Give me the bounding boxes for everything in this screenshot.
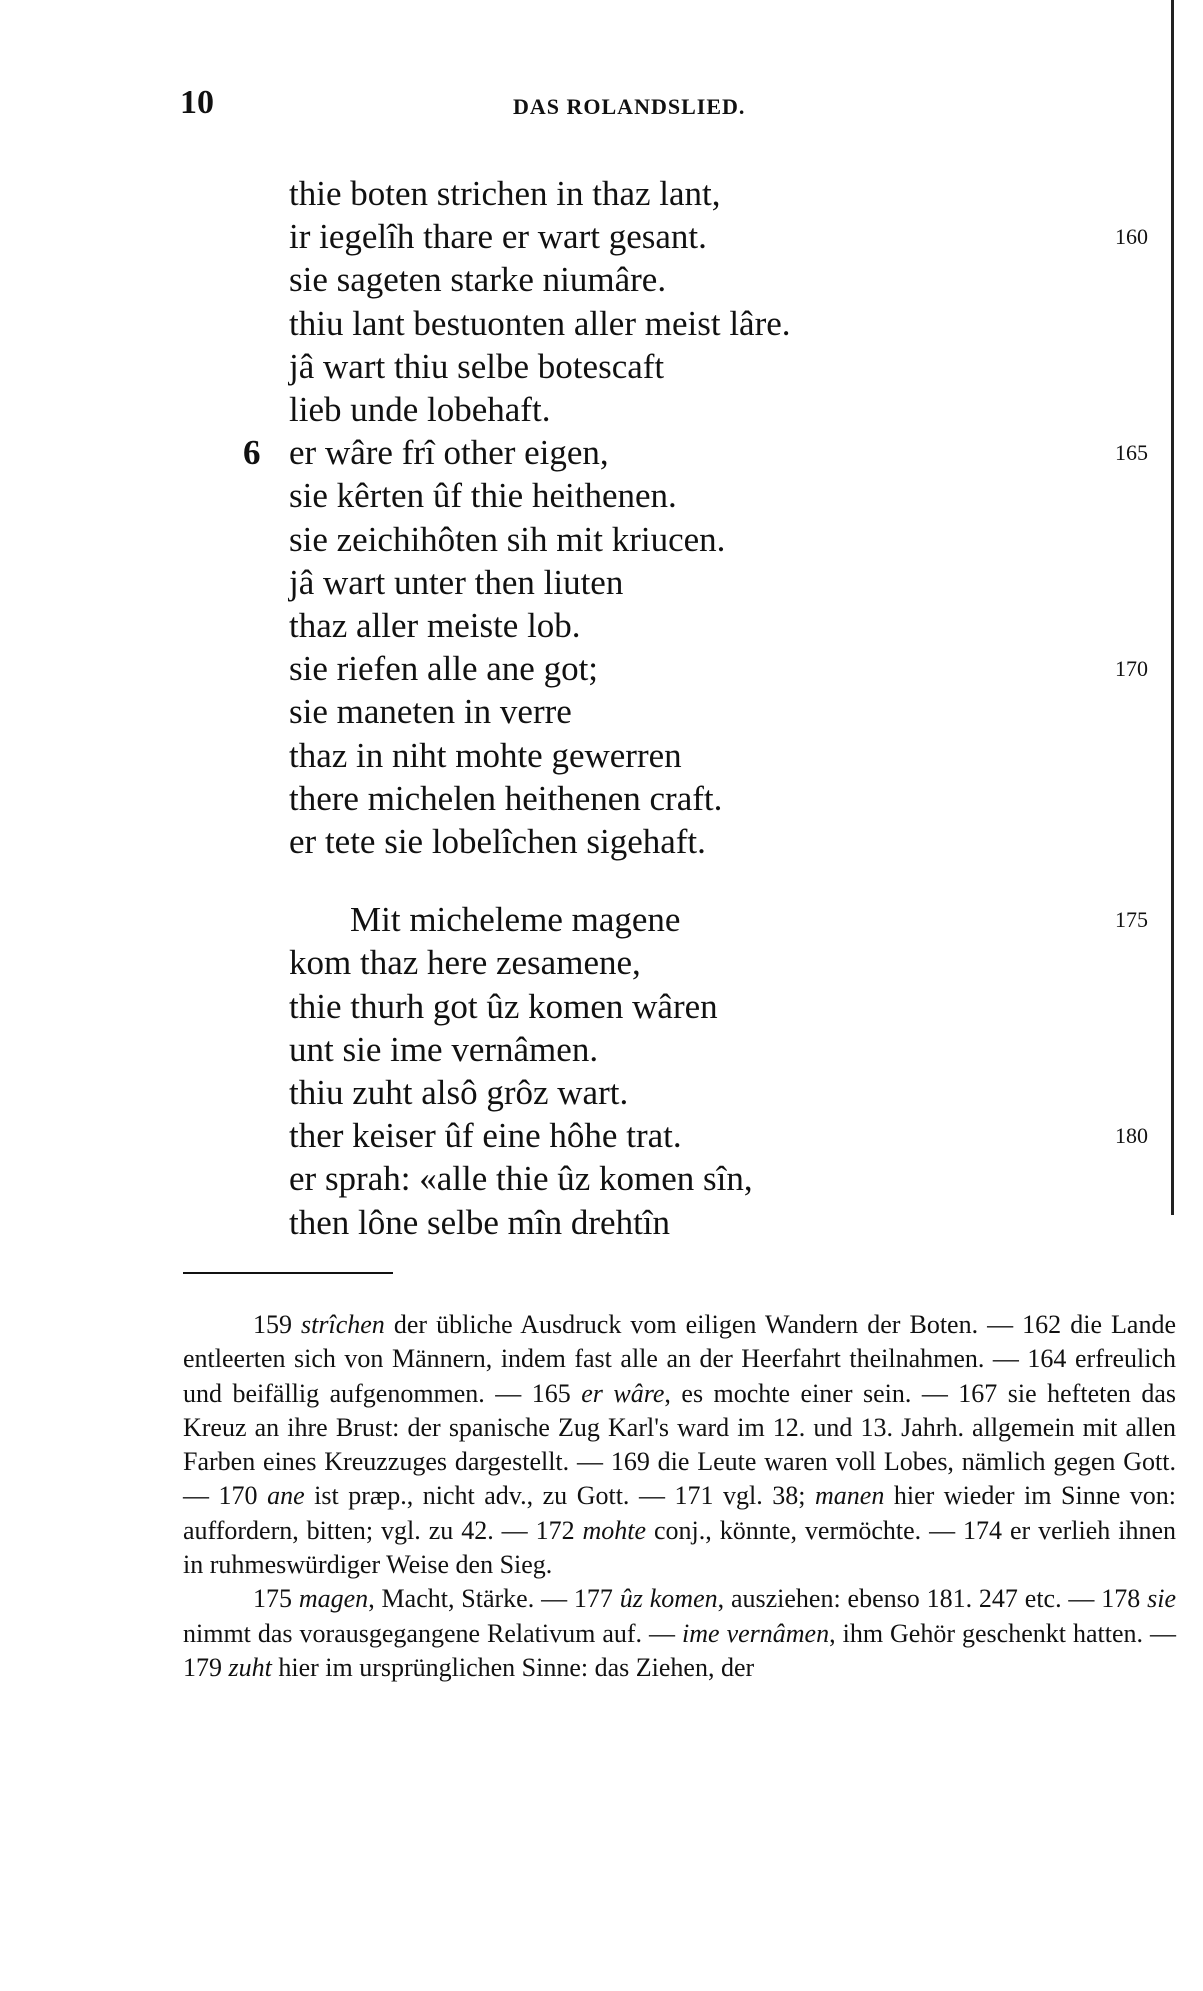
footnote-lemma: ane xyxy=(267,1481,305,1511)
footnote-text: nimmt das vorausgegangene Relativum auf. — xyxy=(183,1618,683,1648)
verse-line: then lône selbe mîn drehtîn xyxy=(289,1202,671,1242)
footnote-lemma: ûz komen xyxy=(619,1584,718,1614)
verse-line: jâ wart thiu selbe botescaft xyxy=(289,346,665,386)
footnote-lemma: ime vernâmen xyxy=(682,1618,830,1648)
footnote-lemma: zuht xyxy=(228,1652,272,1682)
footnote-text: hier wieder im Sinne von: auffordern, bitten; vgl. zu 42. — 172 xyxy=(183,1481,1177,1545)
verse-block xyxy=(0,172,1203,1242)
verse-line: sie zeichihôten sih mit kriucen. xyxy=(289,519,726,559)
verse-line: unt sie ime vernâmen. xyxy=(289,1029,599,1069)
verse-line: thie thurh got ûz komen wâren xyxy=(289,986,718,1026)
footnote-text: hier im ursprünglichen Sinne: das Ziehen, der xyxy=(271,1652,755,1682)
verse-line: thaz aller meiste lob. xyxy=(289,606,581,645)
verse-line: thaz in niht mohte gewerren xyxy=(289,735,682,775)
page-number: 10 xyxy=(180,84,214,121)
verse-line: there michelen heithenen craft. xyxy=(289,778,723,818)
footnote-lemma: strîchen xyxy=(301,1310,385,1339)
footnote-lemma: sie xyxy=(1147,1584,1177,1614)
verse-line: sie riefen alle ane got; xyxy=(289,649,599,689)
footnote-text: conj., könnte, vermöchte. — 174 er verlieh ihnen in ruhmeswürdiger Weise den Sieg. xyxy=(183,1515,1176,1580)
line-number: 175 xyxy=(1115,907,1148,933)
footnote-paragraph xyxy=(183,1582,1176,1685)
verse-line: sie sageten starke niumâre. xyxy=(289,260,667,300)
verse-line: er tete sie lobelîchen sigehaft. xyxy=(289,822,706,861)
verse-line: er sprah: «alle thie ûz komen sîn, xyxy=(289,1159,753,1199)
footnote-text: , ausziehen: ebenso 181. 247 etc. — 178 xyxy=(717,1584,1148,1614)
verse-line: ir iegelîh thare er wart gesant. xyxy=(289,217,707,257)
running-head: DAS ROLANDSLIED. xyxy=(513,94,746,119)
footnote-lemma: manen xyxy=(815,1481,885,1511)
footnote-lemma: magen xyxy=(298,1584,369,1614)
verse-line: lieb unde lobehaft. xyxy=(289,390,551,429)
footnote-text: der übliche Ausdruck vom eiligen Wandern der Boten. — 162 die Lande entleerten sich von Männern, indem fast alle an der Heerfahrt theilnahmen. — 164 erfreulich und beifällig aufgenommen. — 165 xyxy=(183,1310,1176,1408)
footnotes xyxy=(183,1308,1176,1685)
line-number: 160 xyxy=(1115,224,1148,250)
line-number: 165 xyxy=(1115,440,1148,466)
footnote-lemma: mohte xyxy=(582,1515,647,1545)
verse-line: thiu zuht alsô grôz wart. xyxy=(289,1073,629,1112)
verse-line: jâ wart unter then liuten xyxy=(289,562,624,602)
footnote-text: ist præp., nicht adv., zu Gott. — 171 vgl. 38; xyxy=(304,1481,815,1511)
verse-line: Mit micheleme magene xyxy=(350,900,681,940)
verse-line: kom thaz here zesamene, xyxy=(289,943,641,983)
line-number: 170 xyxy=(1115,656,1148,682)
verse-line: er wâre frî other eigen, xyxy=(289,433,609,473)
footnote-divider xyxy=(183,1272,393,1274)
footnote-lemma: er wâre xyxy=(581,1378,665,1408)
footnote-text: , Macht, Stärke. — 177 xyxy=(368,1584,620,1614)
verse-line: ther keiser ûf eine hôhe trat. xyxy=(289,1116,682,1156)
footnote-text: , es mochte einer sein. — 167 sie hefteten das Kreuz an ihre Brust: der spanische Zug Karl's ward im 12. und 13. Jahrh. allgemein mit allen Farben eines Kreuzzuges dargestellt. — 169 die Leute waren voll Lobes, nämlich gegen Gott. — 170 xyxy=(183,1378,1177,1511)
footnote-text: , ihm Gehör geschenkt hatten. — 179 xyxy=(183,1618,1176,1682)
verse-line: sie kêrten ûf thie heithenen. xyxy=(289,476,677,516)
footnote-text: 159 xyxy=(253,1310,302,1339)
footnote-text: 175 xyxy=(253,1584,299,1614)
footnote-paragraph xyxy=(183,1308,1176,1582)
line-number: 180 xyxy=(1115,1123,1148,1149)
verse-line: thiu lant bestuonten aller meist lâre. xyxy=(289,303,791,343)
verse-line: sie maneten in verre xyxy=(289,692,572,732)
verse-line: thie boten strichen in thaz lant, xyxy=(289,174,721,213)
strophe-number: 6 xyxy=(243,433,261,473)
